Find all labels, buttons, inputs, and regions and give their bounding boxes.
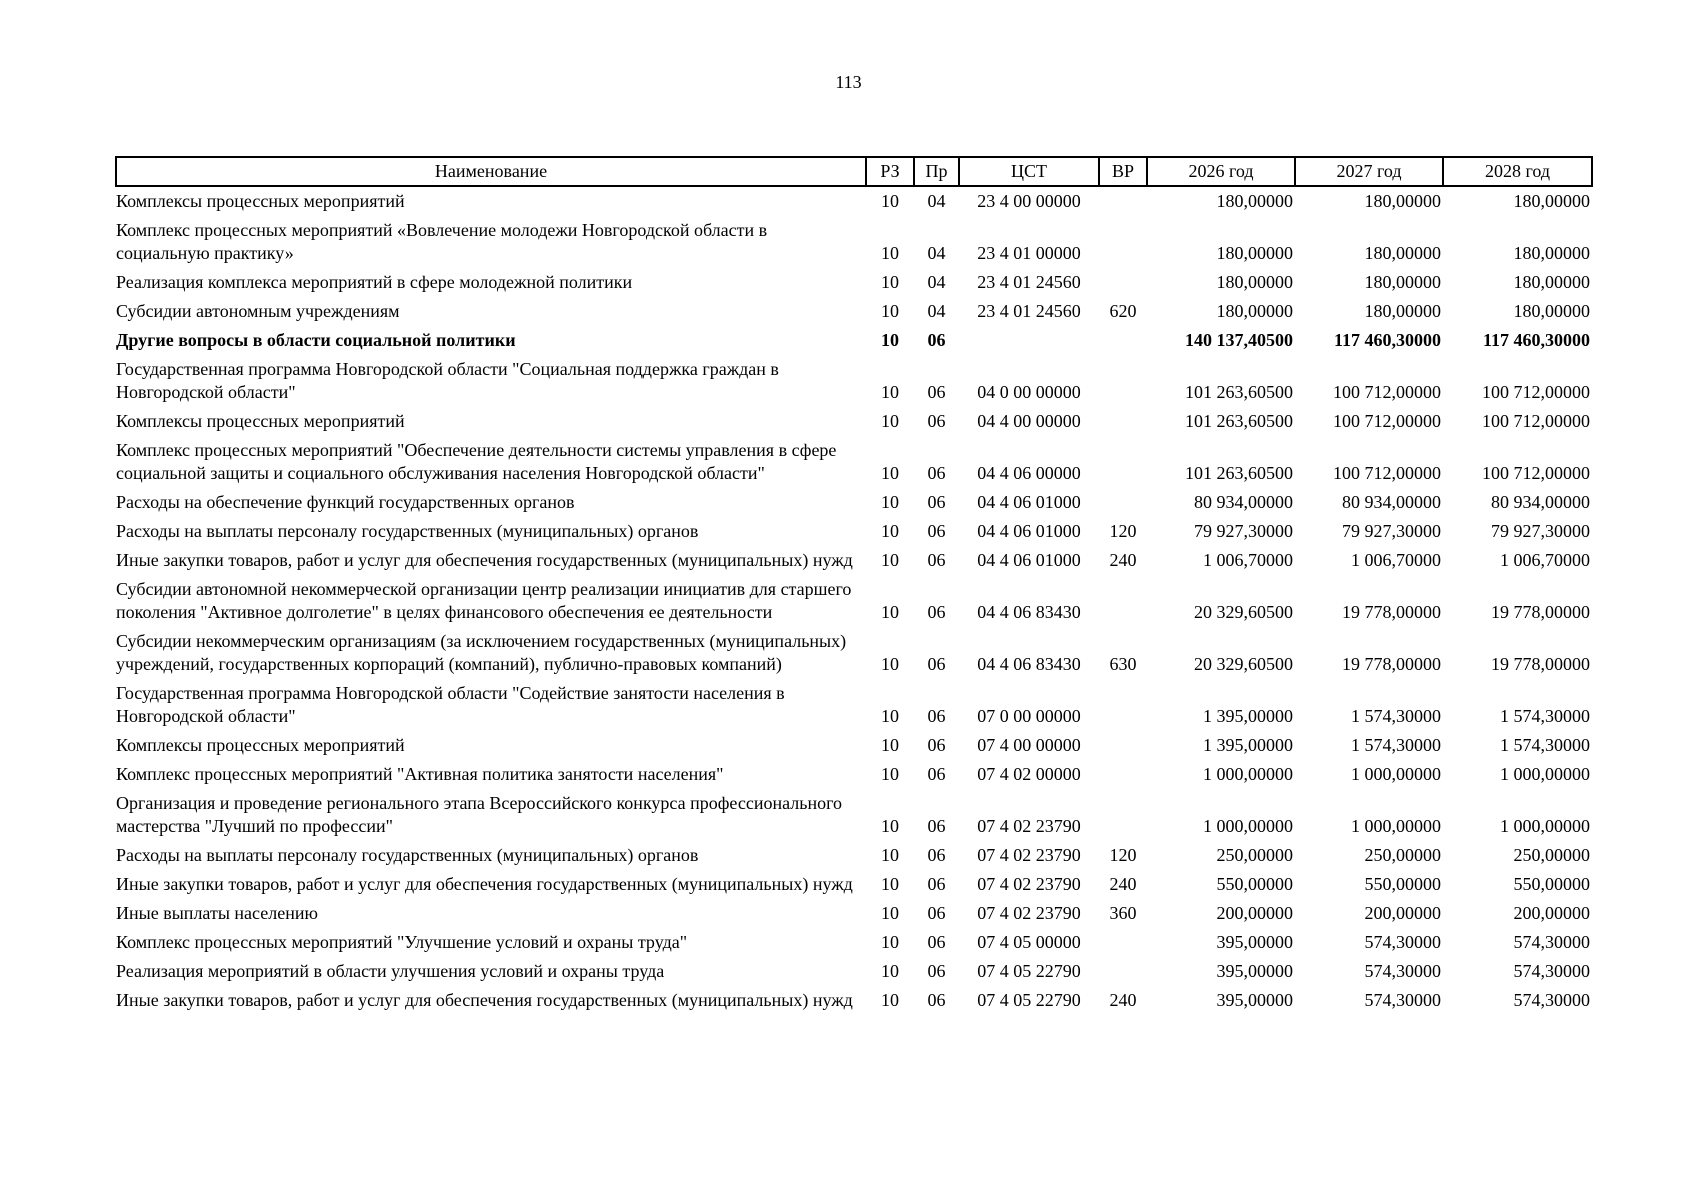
cell-2026: 1 006,70000 [1203, 550, 1293, 570]
cell-rz: 10 [881, 932, 899, 952]
cell-2026: 395,00000 [1216, 932, 1293, 952]
cell-name: Комплекс процессных мероприятий "Активная политика занятости населения" [116, 764, 724, 784]
cell-name: Государственная программа Новгородской области "Содействие занятости населения в Новгородской области" [116, 683, 785, 726]
table-row [116, 216, 1592, 268]
header-rz: РЗ [866, 157, 914, 186]
table-row [116, 575, 1592, 627]
cell-2026: 550,00000 [1216, 874, 1293, 894]
cell-cst: 07 4 02 00000 [977, 764, 1081, 784]
cell-name: Другие вопросы в области социальной политики [116, 330, 516, 350]
cell-vr [1099, 731, 1147, 760]
cell-2026: 395,00000 [1216, 990, 1293, 1010]
cell-rz: 10 [881, 990, 899, 1010]
cell-cst: 07 4 05 22790 [977, 961, 1081, 981]
cell-rz: 10 [881, 330, 899, 350]
cell-2028: 574,30000 [1513, 961, 1590, 981]
cell-cst: 23 4 01 00000 [977, 243, 1081, 263]
cell-2026: 1 000,00000 [1203, 764, 1293, 784]
cell-pr: 06 [927, 521, 946, 541]
table-row [116, 841, 1592, 870]
cell-name: Иные закупки товаров, работ и услуг для обеспечения государственных (муниципальных) нужд [116, 990, 853, 1010]
cell-pr: 06 [927, 735, 946, 755]
cell-cst: 23 4 01 24560 [977, 301, 1081, 321]
cell-cst [959, 326, 1099, 355]
cell-cst: 07 4 02 23790 [977, 816, 1081, 836]
table-row [116, 268, 1592, 297]
cell-vr: 630 [1109, 654, 1137, 674]
cell-name: Комплекс процессных мероприятий «Вовлечение молодежи Новгородской области в социальную практику» [116, 220, 768, 263]
cell-name: Комплексы процессных мероприятий [116, 191, 405, 211]
cell-pr: 06 [927, 602, 946, 622]
cell-2026: 101 263,60500 [1185, 411, 1293, 431]
cell-name: Комплекс процессных мероприятий "Обеспечение деятельности системы управления в сфере социальной защиты и социального обслуживания населения Новгородской области" [116, 440, 837, 483]
cell-2027: 1 574,30000 [1351, 735, 1441, 755]
cell-pr: 06 [927, 411, 946, 431]
cell-2028: 574,30000 [1513, 932, 1590, 952]
cell-vr: 240 [1109, 874, 1137, 894]
cell-2028: 19 778,00000 [1491, 654, 1590, 674]
cell-2026: 140 137,40500 [1185, 330, 1293, 350]
cell-cst: 04 4 06 01000 [977, 550, 1081, 570]
cell-rz: 10 [881, 845, 899, 865]
cell-2026: 1 000,00000 [1203, 816, 1293, 836]
cell-cst: 04 4 06 83430 [977, 602, 1081, 622]
cell-2026: 180,00000 [1216, 301, 1293, 321]
cell-2026: 180,00000 [1216, 272, 1293, 292]
cell-2026: 20 329,60500 [1194, 654, 1293, 674]
cell-cst: 23 4 01 24560 [977, 272, 1081, 292]
cell-2027: 574,30000 [1364, 932, 1441, 952]
cell-rz: 10 [881, 602, 899, 622]
cell-pr: 06 [927, 961, 946, 981]
cell-rz: 10 [881, 463, 899, 483]
cell-2028: 117 460,30000 [1482, 330, 1590, 350]
cell-2027: 1 574,30000 [1351, 706, 1441, 726]
table-row [116, 326, 1592, 355]
cell-rz: 10 [881, 816, 899, 836]
cell-name: Субсидии автономной некоммерческой организации центр реализации инициатив для старшего поколения "Активное долголетие" в целях финансового обеспечения ее деятельности [116, 579, 852, 622]
cell-2028: 180,00000 [1513, 243, 1590, 263]
table-row [116, 436, 1592, 488]
cell-vr [1099, 957, 1147, 986]
cell-name: Иные закупки товаров, работ и услуг для обеспечения государственных (муниципальных) нужд [116, 550, 853, 570]
cell-vr [1099, 436, 1147, 488]
cell-2027: 1 006,70000 [1351, 550, 1441, 570]
cell-cst: 04 4 06 01000 [977, 492, 1081, 512]
cell-cst: 07 4 05 22790 [977, 990, 1081, 1010]
cell-2026: 80 934,00000 [1194, 492, 1293, 512]
cell-cst: 04 4 06 83430 [977, 654, 1081, 674]
cell-2026: 101 263,60500 [1185, 463, 1293, 483]
cell-2028: 200,00000 [1513, 903, 1590, 923]
cell-2027: 250,00000 [1364, 845, 1441, 865]
cell-pr: 06 [927, 764, 946, 784]
cell-2027: 574,30000 [1364, 961, 1441, 981]
table-row [116, 546, 1592, 575]
cell-name: Субсидии автономным учреждениям [116, 301, 400, 321]
cell-rz: 10 [881, 654, 899, 674]
cell-pr: 06 [927, 816, 946, 836]
cell-rz: 10 [881, 411, 899, 431]
cell-2027: 79 927,30000 [1342, 521, 1441, 541]
cell-vr [1099, 216, 1147, 268]
cell-vr [1099, 488, 1147, 517]
cell-vr: 240 [1109, 990, 1137, 1010]
table-row [116, 186, 1592, 216]
header-name: Наименование [116, 157, 866, 186]
cell-2028: 1 006,70000 [1500, 550, 1590, 570]
cell-cst: 04 4 00 00000 [977, 411, 1081, 431]
cell-2027: 1 000,00000 [1351, 764, 1441, 784]
table-body [116, 186, 1592, 1015]
cell-name: Расходы на выплаты персоналу государственных (муниципальных) органов [116, 521, 699, 541]
cell-name: Комплексы процессных мероприятий [116, 735, 405, 755]
cell-pr: 06 [927, 330, 946, 350]
cell-cst: 23 4 00 00000 [977, 191, 1081, 211]
cell-cst: 07 4 02 23790 [977, 874, 1081, 894]
cell-2026: 395,00000 [1216, 961, 1293, 981]
table-row [116, 870, 1592, 899]
cell-vr: 360 [1109, 903, 1137, 923]
cell-cst: 04 4 06 01000 [977, 521, 1081, 541]
cell-rz: 10 [881, 706, 899, 726]
cell-rz: 10 [881, 764, 899, 784]
cell-name: Комплекс процессных мероприятий "Улучшение условий и охраны труда" [116, 932, 688, 952]
cell-cst: 04 0 00 00000 [977, 382, 1081, 402]
cell-rz: 10 [881, 492, 899, 512]
budget-table [115, 156, 1593, 1015]
header-2028: 2028 год [1443, 157, 1592, 186]
cell-2027: 100 712,00000 [1333, 463, 1441, 483]
table-row [116, 297, 1592, 326]
cell-pr: 04 [927, 272, 946, 292]
table-row [116, 760, 1592, 789]
cell-2028: 100 712,00000 [1482, 411, 1590, 431]
table-row [116, 355, 1592, 407]
cell-vr: 620 [1109, 301, 1137, 321]
cell-pr: 06 [927, 932, 946, 952]
cell-2028: 100 712,00000 [1482, 382, 1590, 402]
cell-2028: 180,00000 [1513, 301, 1590, 321]
cell-pr: 04 [927, 301, 946, 321]
cell-pr: 06 [927, 874, 946, 894]
table-row [116, 731, 1592, 760]
table-row [116, 679, 1592, 731]
header-vr: ВР [1099, 157, 1147, 186]
header-2027: 2027 год [1295, 157, 1443, 186]
cell-2028: 1 574,30000 [1500, 706, 1590, 726]
cell-2028: 80 934,00000 [1491, 492, 1590, 512]
cell-name: Реализация комплекса мероприятий в сфере молодежной политики [116, 272, 633, 292]
cell-vr [1099, 268, 1147, 297]
cell-rz: 10 [881, 903, 899, 923]
cell-2027: 180,00000 [1364, 191, 1441, 211]
cell-name: Субсидии некоммерческим организациям (за исключением государственных (муниципальных) учреждений, государственных корпораций (компаний), публично-правовых компаний) [116, 631, 847, 674]
cell-2028: 100 712,00000 [1482, 463, 1590, 483]
cell-pr: 06 [927, 654, 946, 674]
cell-vr [1099, 355, 1147, 407]
cell-name: Комплексы процессных мероприятий [116, 411, 405, 431]
cell-2028: 1 000,00000 [1500, 764, 1590, 784]
table-row [116, 517, 1592, 546]
cell-pr: 06 [927, 550, 946, 570]
cell-vr: 240 [1109, 550, 1137, 570]
cell-name: Реализация мероприятий в области улучшения условий и охраны труда [116, 961, 665, 981]
cell-pr: 06 [927, 706, 946, 726]
cell-2028: 250,00000 [1513, 845, 1590, 865]
header-row [116, 157, 1592, 186]
table-row [116, 928, 1592, 957]
table-row [116, 789, 1592, 841]
cell-cst: 07 0 00 00000 [977, 706, 1081, 726]
cell-2028: 550,00000 [1513, 874, 1590, 894]
cell-rz: 10 [881, 382, 899, 402]
cell-vr [1099, 928, 1147, 957]
cell-rz: 10 [881, 961, 899, 981]
cell-name: Организация и проведение регионального этапа Всероссийского конкурса профессионального мастерства "Лучший по профессии" [116, 793, 843, 836]
cell-2028: 180,00000 [1513, 191, 1590, 211]
table-row [116, 488, 1592, 517]
cell-vr: 120 [1109, 845, 1137, 865]
cell-cst: 07 4 05 00000 [977, 932, 1081, 952]
cell-vr [1099, 760, 1147, 789]
cell-2027: 550,00000 [1364, 874, 1441, 894]
cell-2028: 19 778,00000 [1491, 602, 1590, 622]
cell-2027: 117 460,30000 [1333, 330, 1441, 350]
cell-2027: 100 712,00000 [1333, 411, 1441, 431]
cell-2027: 1 000,00000 [1351, 816, 1441, 836]
cell-vr: 120 [1109, 521, 1137, 541]
cell-name: Расходы на обеспечение функций государственных органов [116, 492, 575, 512]
cell-2026: 20 329,60500 [1194, 602, 1293, 622]
table-row [116, 957, 1592, 986]
cell-rz: 10 [881, 191, 899, 211]
table-row [116, 986, 1592, 1015]
cell-2026: 180,00000 [1216, 191, 1293, 211]
cell-cst: 07 4 02 23790 [977, 845, 1081, 865]
cell-2026: 1 395,00000 [1203, 706, 1293, 726]
cell-pr: 06 [927, 845, 946, 865]
cell-2027: 19 778,00000 [1342, 654, 1441, 674]
cell-pr: 04 [927, 243, 946, 263]
cell-2028: 1 000,00000 [1500, 816, 1590, 836]
cell-vr [1099, 679, 1147, 731]
cell-rz: 10 [881, 301, 899, 321]
cell-pr: 06 [927, 382, 946, 402]
table-row [116, 899, 1592, 928]
page-number: 113 [835, 72, 862, 92]
cell-name: Иные выплаты населению [116, 903, 318, 923]
cell-rz: 10 [881, 550, 899, 570]
cell-name: Расходы на выплаты персоналу государственных (муниципальных) органов [116, 845, 699, 865]
cell-2028: 180,00000 [1513, 272, 1590, 292]
cell-2026: 200,00000 [1216, 903, 1293, 923]
header-pr: Пр [914, 157, 959, 186]
cell-2027: 180,00000 [1364, 272, 1441, 292]
cell-vr [1099, 407, 1147, 436]
cell-2026: 1 395,00000 [1203, 735, 1293, 755]
cell-rz: 10 [881, 521, 899, 541]
cell-vr [1099, 575, 1147, 627]
table-row [116, 407, 1592, 436]
cell-name: Государственная программа Новгородской области "Социальная поддержка граждан в Новгородской области" [116, 359, 779, 402]
cell-2027: 574,30000 [1364, 990, 1441, 1010]
cell-pr: 06 [927, 492, 946, 512]
cell-pr: 04 [927, 191, 946, 211]
cell-2026: 79 927,30000 [1194, 521, 1293, 541]
table-header [116, 157, 1592, 186]
cell-cst: 07 4 02 23790 [977, 903, 1081, 923]
cell-2027: 180,00000 [1364, 243, 1441, 263]
cell-2027: 180,00000 [1364, 301, 1441, 321]
cell-vr [1099, 186, 1147, 216]
cell-2028: 1 574,30000 [1500, 735, 1590, 755]
cell-cst: 07 4 00 00000 [977, 735, 1081, 755]
header-2026: 2026 год [1147, 157, 1295, 186]
cell-rz: 10 [881, 272, 899, 292]
cell-rz: 10 [881, 735, 899, 755]
cell-2027: 80 934,00000 [1342, 492, 1441, 512]
cell-2026: 101 263,60500 [1185, 382, 1293, 402]
header-cst: ЦСТ [959, 157, 1099, 186]
cell-rz: 10 [881, 874, 899, 894]
cell-pr: 06 [927, 903, 946, 923]
cell-cst: 04 4 06 00000 [977, 463, 1081, 483]
table-row [116, 627, 1592, 679]
cell-2028: 574,30000 [1513, 990, 1590, 1010]
cell-vr [1099, 789, 1147, 841]
cell-2026: 180,00000 [1216, 243, 1293, 263]
cell-name: Иные закупки товаров, работ и услуг для обеспечения государственных (муниципальных) нужд [116, 874, 853, 894]
cell-pr: 06 [927, 990, 946, 1010]
cell-vr [1099, 326, 1147, 355]
cell-2028: 79 927,30000 [1491, 521, 1590, 541]
cell-2027: 19 778,00000 [1342, 602, 1441, 622]
cell-2027: 200,00000 [1364, 903, 1441, 923]
cell-2026: 250,00000 [1216, 845, 1293, 865]
cell-rz: 10 [881, 243, 899, 263]
cell-pr: 06 [927, 463, 946, 483]
cell-2027: 100 712,00000 [1333, 382, 1441, 402]
